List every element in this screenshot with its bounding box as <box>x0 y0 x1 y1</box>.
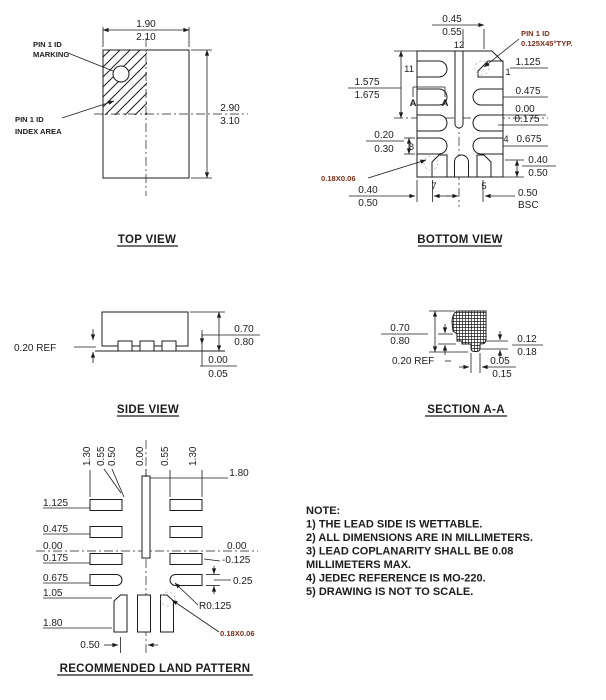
pin1-marking-label-2: MARKING <box>33 50 70 59</box>
land-pattern <box>36 440 258 675</box>
note-line-5: 5) DRAWING IS NOT TO SCALE. <box>306 586 474 598</box>
note-line-3: 3) LEAD COPLANARITY SHALL BE 0.08 <box>306 545 514 558</box>
land-pad <box>170 554 202 565</box>
side-pad <box>118 341 132 351</box>
row-label-0475: 0.475 <box>43 524 69 535</box>
row-label-000: 0.00 <box>43 541 63 552</box>
row-label-180: 1.80 <box>43 618 63 629</box>
col-label: 0.55 <box>96 446 107 466</box>
note-line-2: 2) ALL DIMENSIONS ARE IN MILLIMETERS. <box>306 532 533 544</box>
ord-0475: 0.475 <box>515 86 541 97</box>
dim-left-outer-max: 1.675 <box>354 90 380 101</box>
dim-height-max: 0.80 <box>390 336 410 347</box>
section-marker-a-left: A <box>409 98 417 109</box>
corner-callout: 0.18X0.06 <box>321 174 356 183</box>
pin-number-7: 7 <box>431 181 437 192</box>
land-pad <box>170 500 202 511</box>
col-label: 0.00 <box>135 446 146 466</box>
side-pad <box>162 341 176 351</box>
ord-000: 0.00 <box>515 104 535 115</box>
dim-width-max: 2.10 <box>136 32 156 43</box>
dim-bottom-left-min: 0.40 <box>358 185 378 196</box>
pin-number-11: 11 <box>404 64 414 75</box>
top-view-title: TOP VIEW <box>117 234 177 246</box>
dim-right-bottom-max: 0.50 <box>528 168 548 179</box>
section-body-hatched <box>452 311 486 352</box>
dim-height-max: 3.10 <box>220 116 240 127</box>
dim-pitch: 0.50 <box>518 188 538 199</box>
section-aa <box>381 311 543 416</box>
dim-lead-max: 0.15 <box>492 369 512 380</box>
side-pad <box>140 341 154 351</box>
dim-side-min: 0.12 <box>517 334 537 345</box>
ord-0175: 0.175 <box>514 114 540 125</box>
pin-number-5: 5 <box>481 181 487 192</box>
dim-top-right: 1.80 <box>229 468 249 479</box>
pin1-index-label-1: PIN 1 ID <box>15 115 44 124</box>
land-pad-rounded <box>90 575 122 586</box>
dim-pitch: 0.50 <box>80 640 100 651</box>
ord-0675: 0.675 <box>516 134 542 145</box>
land-pad-center <box>142 476 150 558</box>
side-view-title: SIDE VIEW <box>116 404 180 416</box>
land-pad-rounded <box>170 575 202 586</box>
pad-8 <box>417 138 447 154</box>
pin1-callout-1: PIN 1 ID <box>521 29 550 38</box>
dim-bottom-left-max: 0.50 <box>358 198 378 209</box>
dim-pad-max: 0.30 <box>374 144 394 155</box>
pin-number-1: 1 <box>505 67 511 78</box>
pin1-marking-label-1: PIN 1 ID <box>33 40 62 49</box>
dim-pad-height: 0.25 <box>233 576 253 587</box>
row-label-1125: 1.125 <box>43 498 69 509</box>
pin1-index-label-2: INDEX AREA <box>15 127 62 136</box>
pad-6 <box>455 155 469 177</box>
side-view <box>14 312 260 416</box>
note-line-1: 1) THE LEAD SIDE IS WETTABLE. <box>306 518 483 531</box>
land-pad-bottom-left <box>114 595 127 632</box>
pin1-id-marking-circle <box>113 66 129 82</box>
radius-callout: R0.125 <box>199 601 232 612</box>
dim-right-bottom-min: 0.40 <box>528 155 548 166</box>
note-line-3b: MILLIMETERS MAX. <box>306 559 412 571</box>
side-view-pads <box>118 341 176 351</box>
row-label-right-000: 0.00 <box>227 541 247 552</box>
dim-pitch-sub: BSC <box>518 200 539 211</box>
dim-height-max: 0.80 <box>234 337 254 348</box>
row-label-right-neg0125: -0.125 <box>222 555 251 566</box>
dim-height-min: 2.90 <box>220 103 240 114</box>
land-pad <box>90 500 122 511</box>
land-pad-bottom-right <box>161 595 174 632</box>
note-line-4: 4) JEDEC REFERENCE IS MO-220. <box>306 572 486 585</box>
col-label: 0.50 <box>107 446 118 466</box>
col-label: 1.30 <box>188 446 199 466</box>
pad-11 <box>417 61 447 77</box>
dim-height-min: 0.70 <box>234 324 254 335</box>
land-pad <box>170 527 202 538</box>
bottom-view <box>321 14 572 246</box>
land-pad <box>90 527 122 538</box>
col-label: 0.55 <box>160 446 171 466</box>
bottom-view-title: BOTTOM VIEW <box>417 234 503 246</box>
dim-ref: 0.20 REF <box>14 343 57 354</box>
row-label-0675: 0.675 <box>43 573 69 584</box>
pin-number-8: 8 <box>408 142 414 153</box>
section-marker-a-right: A <box>441 98 449 109</box>
pin-number-12: 12 <box>453 40 465 51</box>
dim-left-outer-min: 1.575 <box>354 77 380 88</box>
dim-standoff-max: 0.05 <box>208 369 228 380</box>
dim-height-min: 0.70 <box>390 323 410 334</box>
pin-number-4: 4 <box>503 134 509 145</box>
corner-callout: 0.18X0.06 <box>220 629 255 638</box>
land-pattern-column-labels <box>82 446 199 466</box>
pin1-index-hatch <box>103 50 147 115</box>
dim-pad-min: 0.20 <box>374 130 394 141</box>
notes-block <box>306 505 533 598</box>
notes-heading: NOTE: <box>306 505 341 517</box>
dim-side-max: 0.18 <box>517 347 537 358</box>
section-aa-title: SECTION A-A <box>427 404 505 416</box>
land-pattern-title: RECOMMENDED LAND PATTERN <box>59 663 251 675</box>
pad-2 <box>473 89 503 105</box>
dim-top-max: 0.55 <box>442 27 462 38</box>
dim-ref: 0.20 REF <box>392 356 435 367</box>
dim-top-min: 0.45 <box>442 14 462 25</box>
row-label-0175: 0.175 <box>43 553 69 564</box>
pad-9 <box>417 115 447 131</box>
land-pad <box>90 554 122 565</box>
dim-standoff-min: 0.00 <box>208 355 228 366</box>
top-view <box>15 19 248 246</box>
pad-12-center <box>455 51 463 128</box>
ord-1125: 1.125 <box>515 57 541 68</box>
dim-lead-min: 0.05 <box>490 356 510 367</box>
col-label: 1.30 <box>82 446 93 466</box>
land-pad-bottom-mid <box>138 595 151 632</box>
dim-width-min: 1.90 <box>136 19 156 30</box>
pin1-callout-2: 0.125X45°TYP. <box>521 39 573 48</box>
pad-3 <box>473 115 503 131</box>
pad-4 <box>473 138 503 154</box>
row-label-105: 1.05 <box>43 588 63 599</box>
